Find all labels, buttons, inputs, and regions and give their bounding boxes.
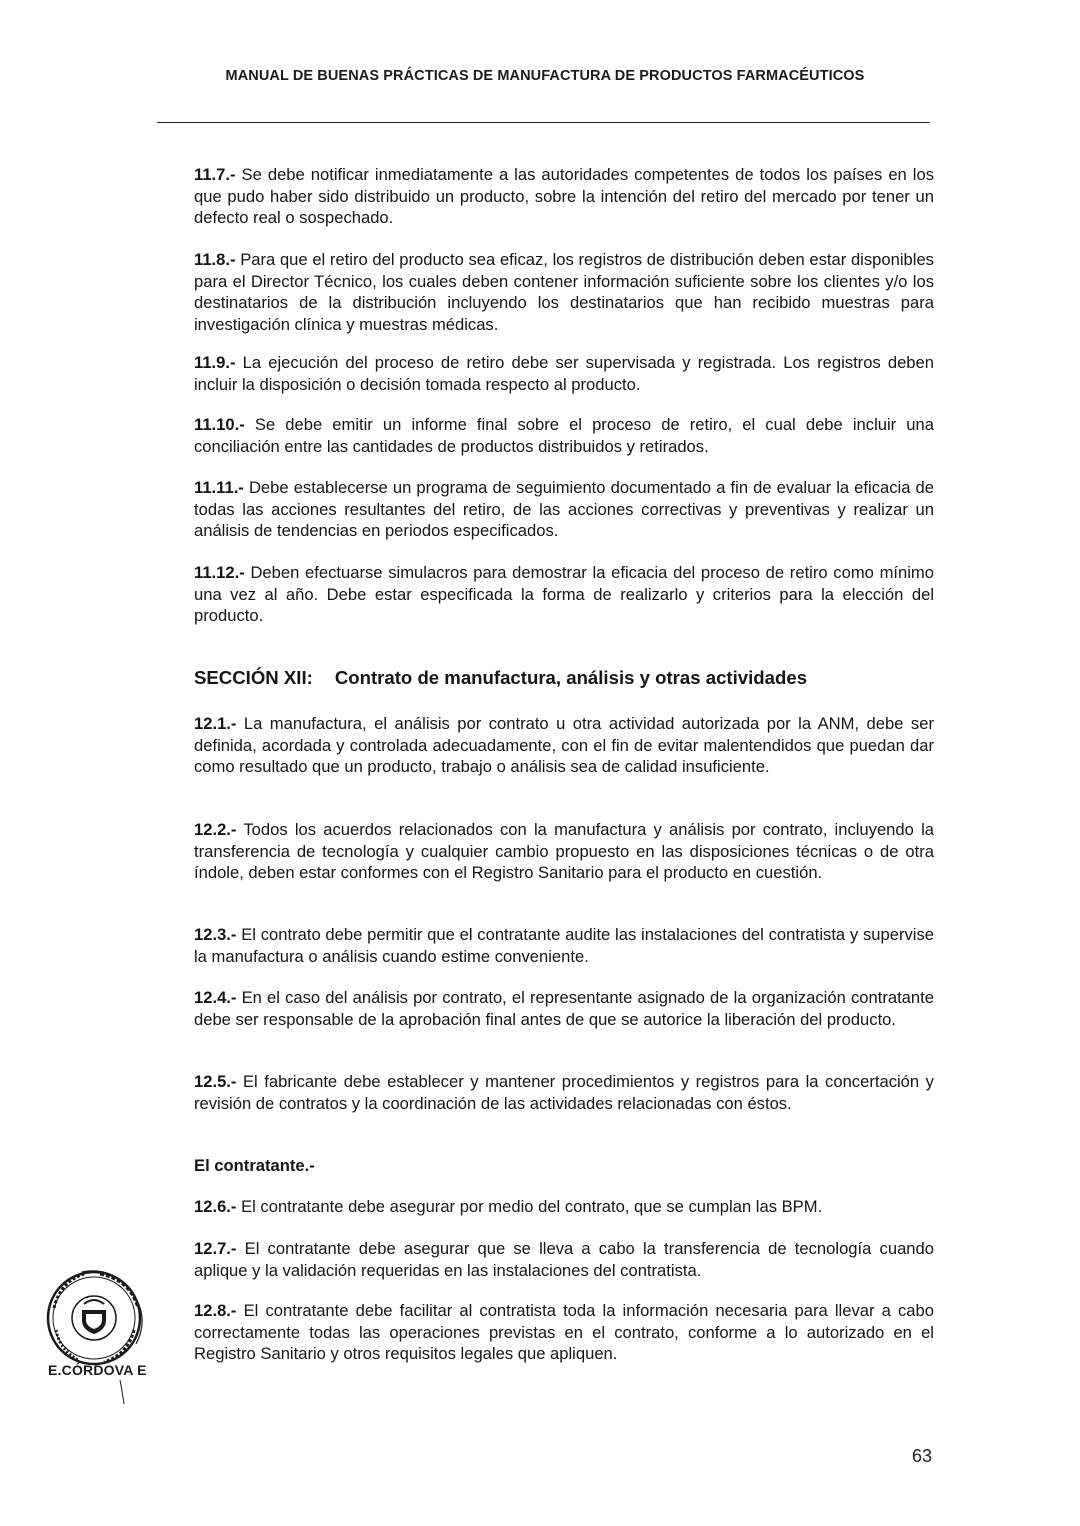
paragraph-12-4 (194, 987, 934, 1030)
paragraph-number: 12.2.- (194, 820, 237, 839)
paragraph-text: Se debe emitir un informe final sobre el proceso de retiro, el cual debe incluir una conciliación entre las cantidades de productos distribuidos y retirados. (194, 415, 934, 456)
header-rule (157, 122, 930, 123)
page-number: 63 (912, 1446, 933, 1466)
paragraph-11-12 (194, 562, 934, 627)
official-seal-icon (42, 1268, 152, 1408)
paragraph-number: 11.11.- (194, 478, 244, 497)
paragraph-11-10 (194, 414, 934, 457)
paragraph-text: La ejecución del proceso de retiro debe ser supervisada y registrada. Los registros deben incluir la disposición o decisión tomada respecto al producto. (194, 353, 934, 394)
paragraph-text: Debe establecerse un programa de seguimiento documentado a fin de evaluar la eficacia de todas las acciones resultantes del retiro, de las acciones correctivas y preventivas y realizar un análisis de tendencias en periodos especificados. (194, 478, 934, 540)
paragraph-text: Se debe notificar inmediatamente a las autoridades competentes de todos los países en los que pudo haber sido distribuido un producto, sobre la intención del retiro del mercado por tener un defecto real o sospechado. (194, 165, 934, 227)
paragraph-12-3 (194, 924, 934, 967)
paragraph-number: 12.3.- (194, 925, 237, 944)
section-label: SECCIÓN XII: (194, 667, 313, 688)
paragraph-text: El fabricante debe establecer y mantener procedimientos y registros para la concertación y revisión de contratos y la coordinación de las actividades relacionadas con éstos. (194, 1072, 934, 1113)
paragraph-11-9 (194, 352, 934, 395)
paragraph-11-7 (194, 164, 934, 229)
paragraph-12-1 (194, 713, 934, 778)
paragraph-text: El contratante debe asegurar por medio del contrato, que se cumplan las BPM. (241, 1197, 823, 1216)
paragraph-text: En el caso del análisis por contrato, el representante asignado de la organización contratante debe ser responsable de la aprobación final antes de que se autorice la liberación del producto. (194, 988, 934, 1029)
paragraph-text: Para que el retiro del producto sea eficaz, los registros de distribución deben estar disponibles para el Director Técnico, los cuales deben contener información suficiente sobre los clientes y/o los destinatarios de la distribución incluyendo los destinatarios que han recibido muestras para investigación clínica y muestras médicas. (194, 250, 934, 334)
paragraph-12-7 (194, 1238, 934, 1281)
section-heading (194, 667, 934, 689)
paragraph-number: 11.9.- (194, 353, 236, 372)
paragraph-number: 11.12.- (194, 563, 245, 582)
paragraph-12-6 (194, 1196, 934, 1218)
paragraph-text: El contratante debe asegurar que se lleva a cabo la transferencia de tecnología cuando aplique y la validación requeridas en las instalaciones del contratista. (194, 1239, 934, 1280)
paragraph-12-2 (194, 819, 934, 884)
section-title: Contrato de manufactura, análisis y otras actividades (334, 667, 808, 688)
paragraph-number: 11.7.- (194, 165, 236, 184)
paragraph-11-8 (194, 249, 934, 335)
paragraph-number: 12.4.- (194, 988, 237, 1007)
paragraph-text: El contratante debe facilitar al contratista toda la información necesaria para llevar a cabo correctamente todas las operaciones previstas en el contrato, conforme a lo autorizado en el Registro Sanitario y otros requisitos legales que apliquen. (194, 1301, 934, 1363)
paragraph-number: 11.10.- (194, 415, 245, 434)
paragraph-text: La manufactura, el análisis por contrato u otra actividad autorizada por la ANM, debe ser definida, acordada y controlada adecuadamente, con el fin de evitar malentendidos que puedan dar como resultado que un producto, trabajo o análisis sea de calidad insuficiente. (194, 714, 934, 776)
paragraph-number: 11.8.- (194, 250, 236, 269)
paragraph-text: Todos los acuerdos relacionados con la manufactura y análisis por contrato, incluyendo la transferencia de tecnología y cualquier cambio propuesto en las disposiciones técnicas o de otra índole, deben estar conformes con el Registro Sanitario para el producto en cuestión. (194, 820, 934, 882)
paragraph-12-8 (194, 1300, 934, 1365)
paragraph-number: 12.8.- (194, 1301, 237, 1320)
paragraph-12-5 (194, 1071, 934, 1114)
seal-signature: E.CÓRDOVA E (48, 1362, 147, 1378)
paragraph-text: Deben efectuarse simulacros para demostrar la eficacia del proceso de retiro como mínimo una vez al año. Debe estar especificada la forma de realizarlo y criterios para la elección del producto. (194, 563, 934, 625)
subheading-contratante: El contratante.- (194, 1156, 315, 1175)
paragraph-number: 12.5.- (194, 1072, 237, 1091)
paragraph-number: 12.1.- (194, 714, 237, 733)
paragraph-number: 12.6.- (194, 1197, 237, 1216)
paragraph-11-11 (194, 477, 934, 542)
running-header: MANUAL DE BUENAS PRÁCTICAS DE MANUFACTURA DE PRODUCTOS FARMACÉUTICOS (225, 68, 865, 84)
paragraph-number: 12.7.- (194, 1239, 237, 1258)
paragraph-text: El contrato debe permitir que el contratante audite las instalaciones del contratista y supervise la manufactura o análisis cuando estime conveniente. (194, 925, 934, 966)
